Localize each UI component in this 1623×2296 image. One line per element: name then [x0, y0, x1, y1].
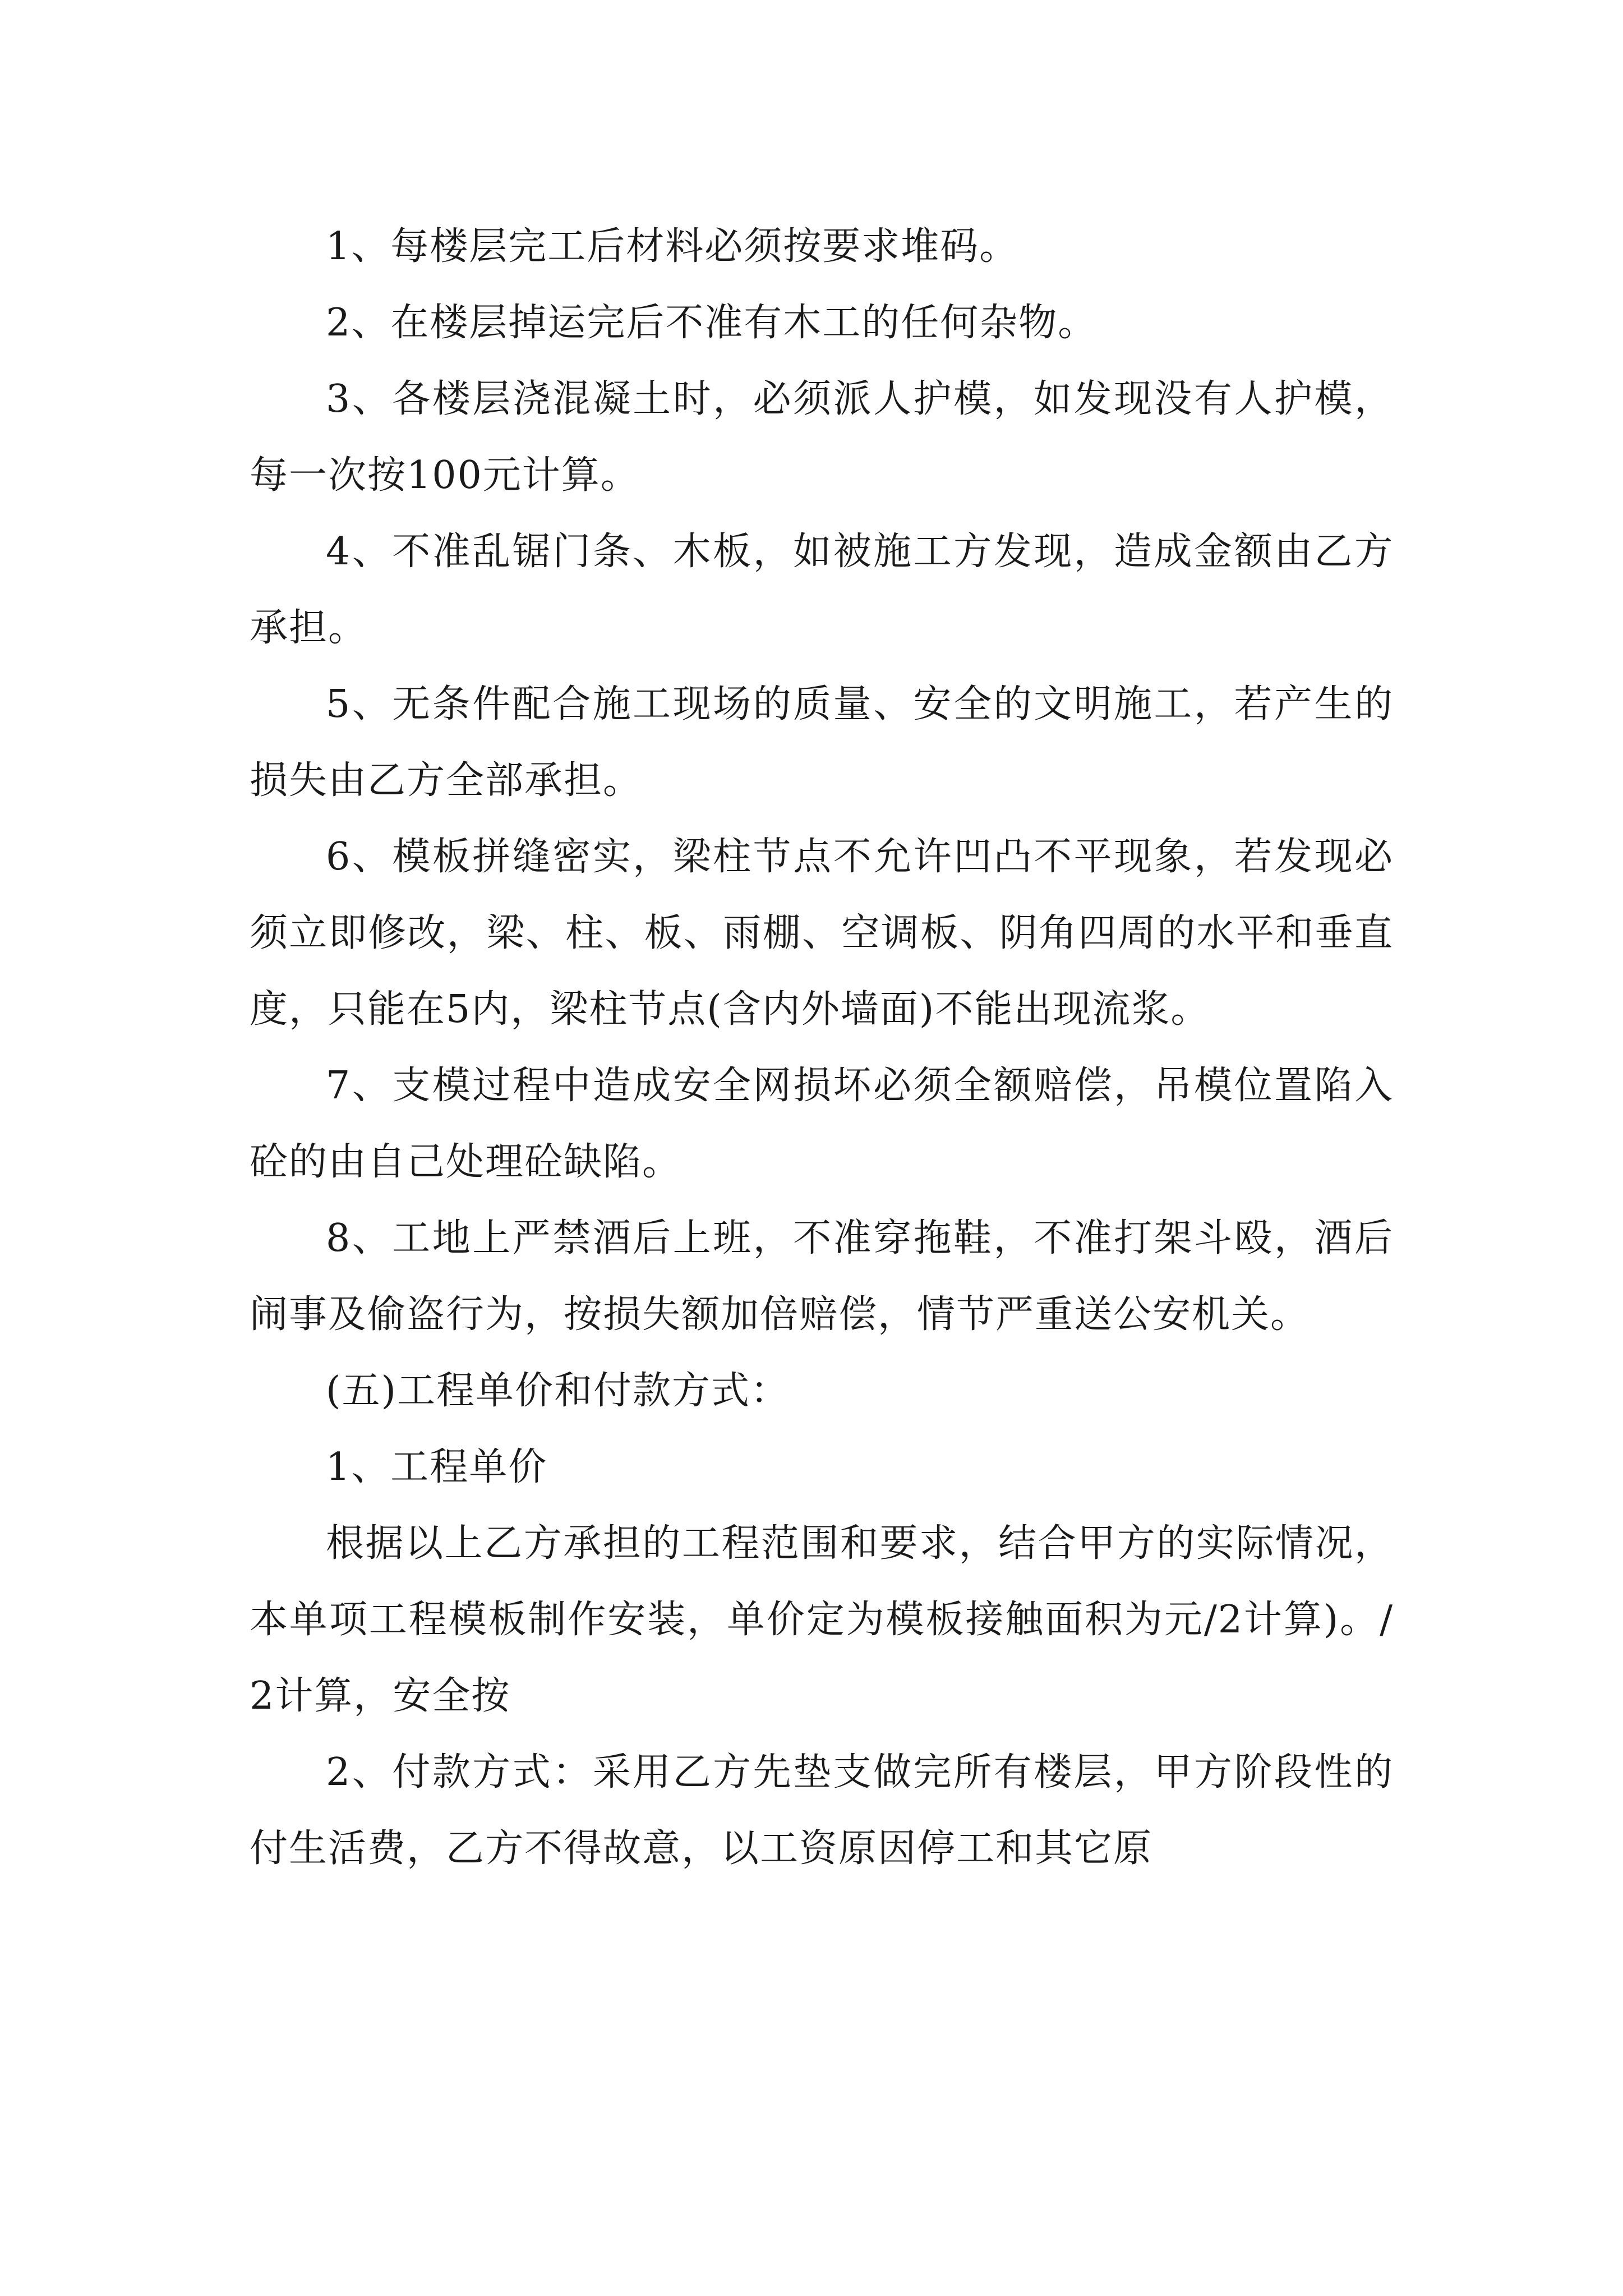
subheading-unit-price: 1、工程单价 — [326, 1445, 548, 1489]
document-body — [250, 209, 1394, 1887]
paragraph-1: 1、每楼层完工后材料必须按要求堆码。 — [326, 224, 1019, 269]
paragraph-4: 4、不准乱锯门条、木板，如被施工方发现，造成金额由乙方承担。 — [250, 530, 1394, 650]
paragraph-5: 5、无条件配合施工现场的质量、安全的文明施工，若产生的损失由乙方全部承担。 — [250, 682, 1394, 803]
paragraph-2: 2、在楼层掉运完后不准有木工的任何杂物。 — [326, 301, 1098, 345]
paragraph-6: 6、模板拼缝密实，梁柱节点不允许凹凸不平现象，若发现必须立即修改，梁、柱、板、雨棚、空调板、阴角四周的水平和垂直度，只能在5内，梁柱节点(含内外墙面)不能出现流浆。 — [250, 835, 1394, 1032]
paragraph-8: 8、工地上严禁酒后上班，不准穿拖鞋，不准打架斗殴，酒后闹事及偷盗行为，按损失额加倍赔偿，情节严重送公安机关。 — [250, 1216, 1394, 1337]
paragraph-3: 3、各楼层浇混凝土时，必须派人护模，如发现没有人护模，每一次按100元计算。 — [250, 377, 1394, 498]
section-heading: (五)工程单价和付款方式： — [326, 1369, 790, 1413]
paragraph-7: 7、支模过程中造成安全网损坏必须全额赔偿，吊模位置陷入砼的由自己处理砼缺陷。 — [250, 1064, 1394, 1184]
paragraph-unit-price: 根据以上乙方承担的工程范围和要求，结合甲方的实际情况，本单项工程模板制作安装，单价定为模板接触面积为元/2计算)。/2计算，安全按 — [250, 1521, 1394, 1718]
paragraph-payment-method: 2、付款方式：采用乙方先垫支做完所有楼层，甲方阶段性的付生活费，乙方不得故意，以工资原因停工和其它原 — [250, 1750, 1394, 1871]
